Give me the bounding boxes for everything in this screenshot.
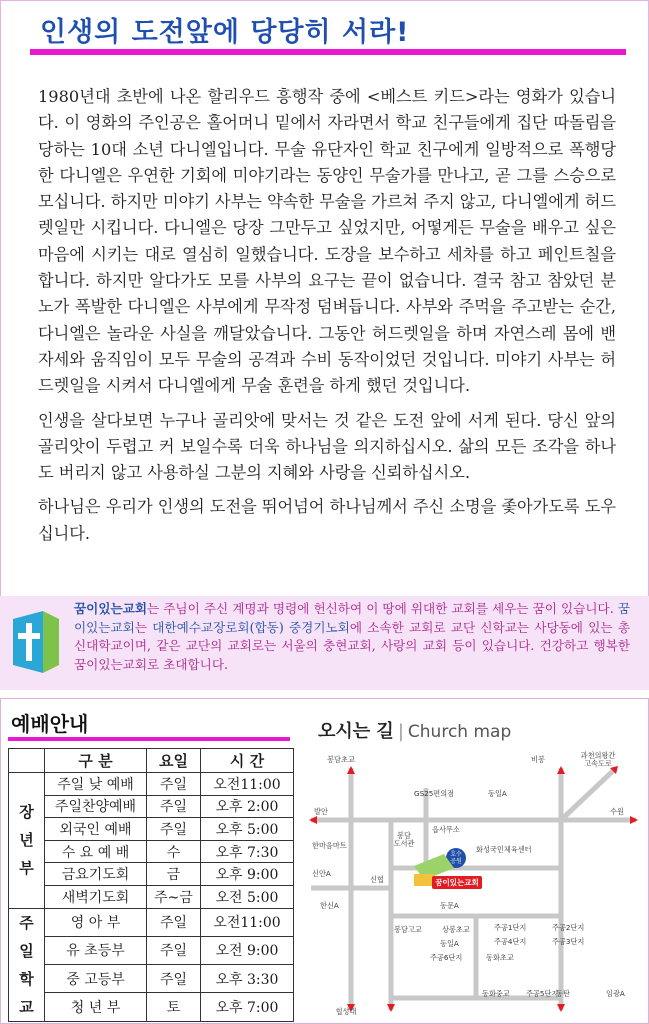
table-cell: 금 xyxy=(147,863,201,886)
group-label: 장 년 부 xyxy=(9,773,45,909)
table-row xyxy=(9,840,294,863)
title-divider xyxy=(30,49,626,55)
article-paragraph: 1980년대 초반에 나온 할리우드 흥행작 중에 <베스트 키드>라는 영화가 있습니다. 이 영화의 주인공은 홀어머니 밑에서 자라면서 학교 친구들에게 집단 따돌림을 당하는 10대 소년 다니엘입니다. 무술 유단자인 학교 친구에게 일방적으로 폭행당한 다니엘은 우연한 기회에 미야기라는 동양인 무술가를 만나고, 곧 그를 스승으로 모십니다. 하지만 미야기 사부는 약속한 무술을 가르쳐 주지 않고, 다니엘에게 허드렛일만 시킵니다. 다니엘은 당장 그만두고 싶었지만, 어떻게든 무술을 배우고 싶은 마음에 시키는 대로 열심히 일했습니다. 도장을 보수하고 세차를 하고 페인트칠을 합니다. 하지만 알다가도 모를 사부의 요구는 끝이 없습니다. 결국 참고 참았던 분노가 폭발한 다니엘은 사부에게 무작정 덤벼듭니다. 사부와 주먹을 주고받는 순간, 다니엘은 놀라운 사실을 깨달았습니다. 그동안 허드렛일을 하며 자연스레 몸에 밴 자세와 움직임이 모두 무술의 공격과 수비 동작이었던 것입니다. 미야기 사부는 허드렛일을 시켜서 다니엘에게 무술 훈련을 하게 했던 것입니다. xyxy=(38,87,616,396)
table-row xyxy=(9,795,294,818)
table-cell: 주~금 xyxy=(147,885,201,908)
table-cell: 주일 xyxy=(147,818,201,841)
map-label-jugong2: 주공2단지 xyxy=(552,923,585,932)
map-label-gym: 화성국민체육센터 xyxy=(476,845,532,854)
map-label-dongmun-a: 동문A xyxy=(440,901,459,910)
lake-park-label: 호수 공원 xyxy=(450,851,462,865)
church-map-label: 꿈이있는교회 xyxy=(435,878,479,887)
group-label: 주 일 학 교 xyxy=(9,908,45,1021)
map-label-bongdam-lib: 봉담 도서관 xyxy=(393,831,415,848)
map-label-eupsamuso: 읍사무소 xyxy=(432,825,460,834)
table-header: 요일 xyxy=(147,749,201,773)
table-row xyxy=(9,908,294,936)
table-cell: 토 xyxy=(147,993,201,1021)
table-cell: 새벽기도회 xyxy=(45,885,147,908)
table-cell: 주일찬양예배 xyxy=(45,795,147,818)
table-row xyxy=(9,863,294,886)
map-label-hansin-a: 한신A xyxy=(320,901,339,910)
table-cell: 수 xyxy=(147,840,201,863)
map-label-hanmaeul-mart: 한마음마트 xyxy=(312,841,347,850)
table-cell: 오후 7:00 xyxy=(201,993,294,1021)
cross-logo-icon xyxy=(13,611,59,673)
table-row xyxy=(9,965,294,993)
map-label-dongha-elem: 동화초교 xyxy=(486,953,514,962)
map-label-imgwang-a: 임광A xyxy=(606,989,625,998)
map-label-sinan-a: 신안A xyxy=(312,869,331,878)
table-cell: 청 년 부 xyxy=(45,993,147,1021)
map-label-bibong: 비봉 xyxy=(531,755,545,764)
table-row xyxy=(9,993,294,1021)
denomination-name: 대한예수교장로회(합동) 중경기노회 xyxy=(152,619,350,635)
table-cell: 오후 2:00 xyxy=(201,795,294,818)
map-label-bongdam-elem: 봉담초교 xyxy=(327,755,355,764)
table-header-row xyxy=(9,749,294,773)
church-name: 꿈이있는교회 xyxy=(74,601,630,635)
map-label-dongil-a2: 동일A xyxy=(440,939,459,948)
church-building xyxy=(414,874,434,886)
table-cell: 오후 9:00 xyxy=(201,863,294,886)
table-cell: 오전11:00 xyxy=(201,908,294,936)
map-label-suwon: 수원 xyxy=(610,807,624,816)
worship-divider xyxy=(8,737,290,741)
map-label-sangbong-elem: 상봉초교 xyxy=(442,925,470,934)
table-cell: 주일 xyxy=(147,773,201,796)
map-label-jugong4: 주공4단지 xyxy=(494,937,527,946)
article-paragraph: 인생을 살다보면 누구나 골리앗에 맞서는 것 같은 도전 앞에 서게 된다. 당신 앞의 골리앗이 두렵고 커 보일수록 더욱 하나님을 의지하십시오. 삶의 모든 조각을 하나도 버리지 않고 사용하실 그분의 지혜와 사랑을 신뢰하십시오. xyxy=(38,410,616,483)
table-cell: 금요기도회 xyxy=(45,863,147,886)
article-title: 인생의 도전앞에 당당히 서라! xyxy=(40,17,410,48)
table-cell: 주일 xyxy=(147,936,201,964)
table-header: 시 간 xyxy=(201,749,294,773)
map-label-dongtan: 동탄 xyxy=(556,989,570,998)
table-cell: 오후 3:30 xyxy=(201,965,294,993)
map-label-dongha-mid: 동화중교 xyxy=(482,989,510,998)
table-cell: 오전11:00 xyxy=(201,773,294,796)
article-paragraph: 하나님은 우리가 인생의 도전을 뛰어넘어 하나님께서 주신 소명을 좇아가도록 도우십니다. xyxy=(38,497,616,543)
worship-title: 예배안내 xyxy=(11,712,89,736)
table-header-empty xyxy=(9,749,45,773)
map-label-jugong1: 주공1단지 xyxy=(494,923,527,932)
map-label-gs25: GS25편의점 xyxy=(414,789,455,798)
map-label-sinhyeop: 신협 xyxy=(370,875,384,884)
table-cell: 주일 낮 예배 xyxy=(45,773,147,796)
table-cell: 오후 7:30 xyxy=(201,840,294,863)
map-label-balan: 발안 xyxy=(314,807,328,816)
table-row xyxy=(9,818,294,841)
table-header: 구 분 xyxy=(45,749,147,773)
table-cell: 외국인 예배 xyxy=(45,818,147,841)
church-info-text: 꿈이있는교회는 주님이 주신 계명과 명령에 헌신하여 이 땅에 위대한 교회를 세우는 꿈이 있습니다. 꿈이있는교회는 대한예수교장로회(합동) 중경기노회에 소속한 교회로 교단 신학교는 사당동에 있는 총신대학교이며, 같은 교단의 교회로는 서울의 충현교회, 사랑의 교회 등이 있습니다. 건강하고 행복한 꿈이있는교회로 초대합니다. xyxy=(74,601,630,672)
table-cell: 영 아 부 xyxy=(45,908,147,936)
table-cell: 주일 xyxy=(147,908,201,936)
table-cell: 수 요 예 배 xyxy=(45,840,147,863)
map-label-dongil-a: 동일A xyxy=(488,789,507,798)
table-row xyxy=(9,936,294,964)
map-label-jugong3: 주공3단지 xyxy=(552,937,585,946)
map-label-gwacheon: 과천의왕간 고속도로 xyxy=(580,751,616,768)
map-title: 오시는 길 | Church map xyxy=(318,721,512,742)
table-cell: 주일 xyxy=(147,965,201,993)
table-cell: 중 고등부 xyxy=(45,965,147,993)
table-row xyxy=(9,885,294,908)
map-label-hyeopseongdae: 협성대 xyxy=(335,1007,357,1016)
church-name: 꿈이있는교회 xyxy=(74,601,147,616)
table-cell: 오후 5:00 xyxy=(201,818,294,841)
map-label-jugong5: 주공5단지 xyxy=(526,989,559,998)
article-body xyxy=(38,84,616,555)
table-cell: 오전 9:00 xyxy=(201,936,294,964)
table-row xyxy=(9,773,294,796)
map-label-jugong6: 주공6단지 xyxy=(430,953,463,962)
church-map xyxy=(306,748,640,1018)
table-cell: 오전 5:00 xyxy=(201,885,294,908)
table-cell: 유 초등부 xyxy=(45,936,147,964)
map-label-bongdam-high: 봉담고교 xyxy=(394,925,422,934)
table-cell: 주일 xyxy=(147,795,201,818)
worship-schedule-table xyxy=(8,748,294,1022)
